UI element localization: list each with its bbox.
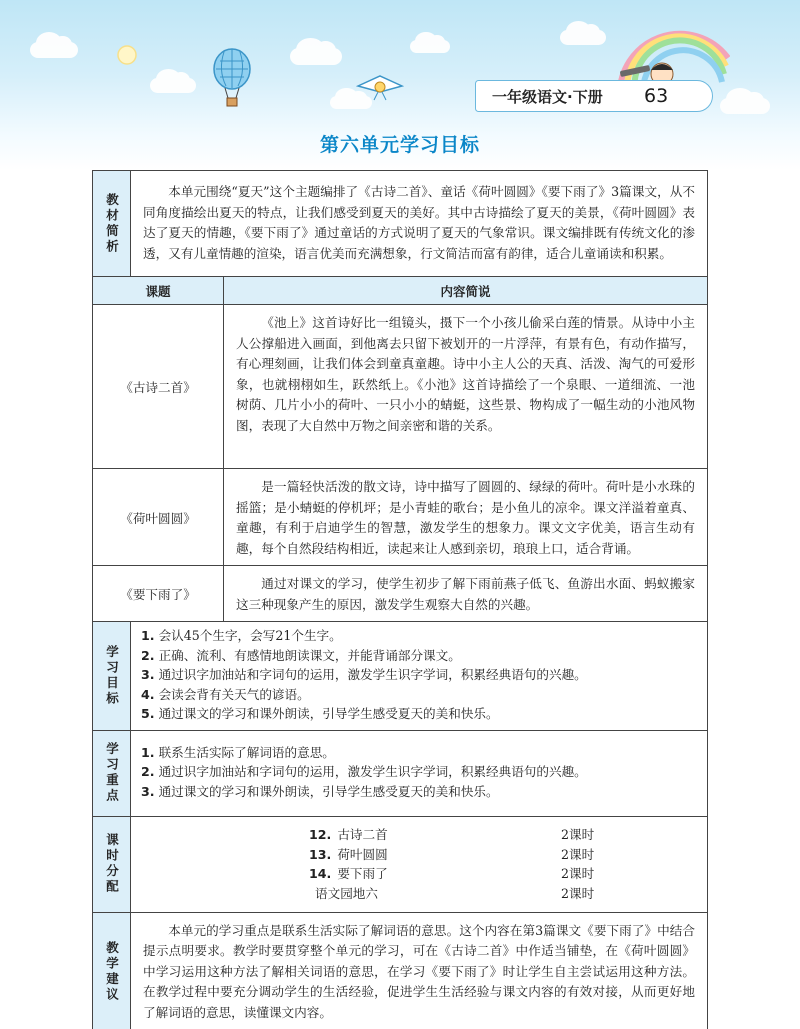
lessons-header (93, 277, 707, 305)
goals-list (131, 622, 707, 730)
lesson-topic: 《荷叶圆圆》 (93, 469, 224, 565)
lesson-topic: 《古诗二首》 (93, 305, 224, 468)
col-topic-header: 课题 (93, 277, 224, 304)
cloud-decoration (290, 48, 342, 65)
page-title: 第六单元学习目标 (319, 134, 480, 156)
list-item: 3. 通过课文的学习和课外朗读，引导学生感受夏天的美和快乐。 (141, 783, 499, 799)
header-banner (0, 0, 800, 170)
sun-icon (112, 40, 142, 70)
unit-goals-table (92, 170, 708, 1029)
lesson-content: 通过对课文的学习，使学生初步了解下雨前燕子低飞、鱼游出水面、蚂蚁搬家这三种现象产生的原因，激发学生观察大自然的兴趣。 (236, 576, 695, 612)
key-points-list (131, 739, 597, 808)
cloud-decoration (410, 40, 450, 53)
list-item: 2. 通过识字加油站和字词句的运用，激发学生识字学词，积累经典语句的兴趣。 (141, 764, 587, 780)
list-item: 2. 正确、流利、有感情地朗读课文，并能背诵部分课文。 (141, 647, 461, 663)
schedule-label: 课时分配 (93, 817, 131, 912)
grade-book-label: 一年级语文·下册 (492, 87, 603, 106)
schedule-list (131, 819, 594, 909)
suggestion-row (93, 913, 707, 1029)
lesson-topic: 《要下雨了》 (93, 566, 224, 621)
cloud-decoration (150, 78, 196, 93)
lesson-row (93, 469, 707, 566)
schedule-item: 语文园地六 2课时 (315, 885, 595, 901)
hot-air-balloon-icon (210, 48, 254, 110)
lesson-content: 是一篇轻快活泼的散文诗，诗中描写了圆圆的、绿绿的荷叶。荷叶是小水珠的摇篮；是小蜻蜓的停机坪；是小青蛙的歌台；是小鱼儿的凉伞。课文洋溢着童真、童趣，有利于启迪学生的智慧，激发学生的想象力。课文文字优美，语言生动有趣，每个自然段结构相近，读起来让人感到亲切，琅琅上口，适合背诵。 (236, 479, 695, 556)
suggestion-label: 教学建议 (93, 913, 131, 1029)
page-number: 63 (644, 85, 669, 107)
list-item: 4. 会读会背有关天气的谚语。 (141, 686, 310, 702)
cloud-decoration (720, 98, 770, 114)
lessons-table (93, 277, 707, 622)
overview-label: 教材简析 (93, 171, 131, 276)
list-item: 3. 通过识字加油站和字词句的运用，激发学生识字学词，积累经典语句的兴趣。 (141, 667, 587, 682)
list-item: 1. 联系生活实际了解词语的意思。 (141, 744, 335, 760)
goals-label: 学习目标 (93, 622, 131, 730)
key-points-label: 学习重点 (93, 731, 131, 816)
schedule-row (93, 817, 707, 913)
cloud-decoration (30, 42, 78, 58)
schedule-item: 13. 荷叶圆圆 2课时 (309, 846, 595, 862)
goals-row (93, 622, 707, 731)
list-item: 5. 通过课文的学习和课外朗读，引导学生感受夏天的美和快乐。 (141, 706, 499, 721)
suggestion-text: 本单元的学习重点是联系生活实际了解词语的意思。这个内容在第3篇课文《要下雨了》中结合提示点明要求。教学时要贯穿整个单元的学习，可在《古诗二首》中作适当铺垫，在《荷叶圆圆》中学习运用这种方法了解相关词语的意思，在学习《要下雨了》时让学生自主尝试运用这种方法。在教学过程中要充分调动学生的生活经验，促进学生生活经验与课文内容的有效对接，从而更好地了解词语的意思，读懂课文内容。 (143, 922, 695, 1020)
schedule-item: 14. 要下雨了 2课时 (309, 866, 595, 881)
kite-icon (356, 72, 404, 102)
lesson-row (93, 305, 707, 469)
key-points-row (93, 731, 707, 817)
page-label (475, 80, 713, 112)
lesson-row (93, 566, 707, 622)
overview-text: 本单元围绕“夏天”这个主题编排了《古诗二首》、童话《荷叶圆圆》《要下雨了》3篇课文，从不同角度描绘出夏天的特点，让我们感受到夏天的美好。其中古诗描绘了夏天的美景，《荷叶圆圆》表达了夏天的情趣，《要下雨了》通过童话的方式说明了夏天的气象常识。课文编排既有传统文化的渗透，又有儿童情趣的渲染，语言优美而充满想象，行文简洁而富有韵律，适合儿童诵读和积累。 (143, 184, 695, 261)
lesson-content: 《池上》这首诗好比一组镜头，摄下一个小孩儿偷采白莲的情景。从诗中小主人公撑船进入画面，到他离去只留下被划开的一片浮萍，有景有色，有动作描写，有心理刻画，让我们体会到童真童趣。诗中小主人公的天真、活泼、淘气的可爱形象，也就栩栩如生，跃然纸上。《小池》这首诗描绘了一个泉眼、一道细流、一池树荫、几片小小的荷叶、一只小小的蜻蜓，这些景、物构成了一幅生动的小池风物图，表现了大自然中万物之间亲密和谐的关系。 (236, 315, 695, 433)
list-item: 1. 会认45个生字，会写21个生字。 (141, 628, 342, 643)
col-content-header: 内容简说 (440, 283, 491, 299)
overview-row (93, 171, 707, 277)
schedule-item: 12. 古诗二首 2课时 (309, 827, 595, 842)
